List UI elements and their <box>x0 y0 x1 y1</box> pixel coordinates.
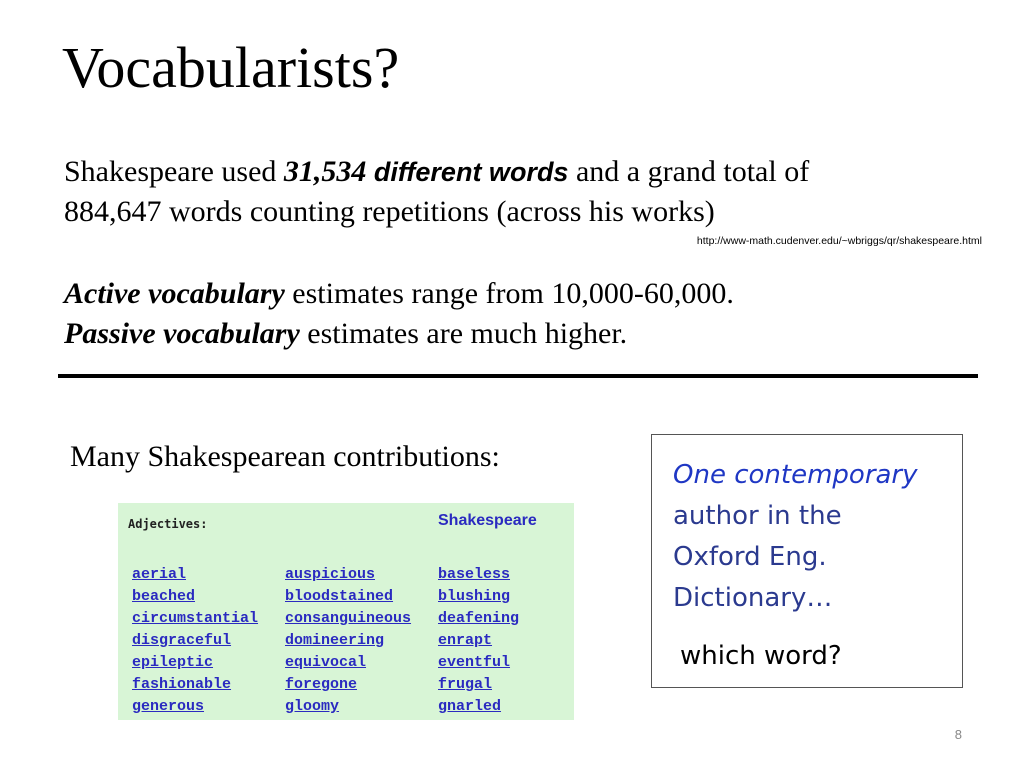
callout-text <box>673 455 918 619</box>
adjectives-table <box>118 503 574 720</box>
word-link[interactable]: domineering <box>285 632 385 649</box>
stats-pre: Shakespeare used <box>64 155 284 188</box>
word-link[interactable]: fashionable <box>132 676 232 693</box>
callout-line-3: Oxford Eng. <box>673 542 827 572</box>
active-line <box>64 274 734 314</box>
callout-line-2: author in the <box>673 501 842 531</box>
passive-text: estimates are much higher. <box>299 317 628 350</box>
word-link[interactable]: blushing <box>438 588 511 605</box>
word-link[interactable]: consanguineous <box>285 610 412 627</box>
active-text: estimates range from 10,000-60,000. <box>284 277 734 310</box>
source-url: http://www-math.cudenver.edu/~wbriggs/qr/shakespeare.html <box>696 235 982 247</box>
word-link[interactable]: gnarled <box>438 698 502 715</box>
adjectives-header: Adjectives: <box>128 517 208 531</box>
callout-question: which word? <box>680 641 842 671</box>
passive-line <box>64 314 734 354</box>
word-link[interactable]: frugal <box>438 676 493 693</box>
vocabulary-estimates-paragraph <box>64 274 734 354</box>
word-link[interactable]: gloomy <box>285 698 340 715</box>
active-label: Active vocabulary <box>64 277 285 310</box>
word-link[interactable]: eventful <box>438 654 511 671</box>
callout-box <box>651 434 963 688</box>
callout-line-4: Dictionary… <box>673 583 833 613</box>
word-link[interactable]: foregone <box>285 676 358 693</box>
word-link[interactable]: deafening <box>438 610 520 627</box>
stats-post: and a grand total of <box>568 155 810 188</box>
passive-label: Passive vocabulary <box>64 317 300 350</box>
shakespeare-stats-paragraph <box>64 152 809 232</box>
callout-line-1: One contemporary <box>673 460 918 490</box>
page-number: 8 <box>954 727 962 742</box>
word-link[interactable]: beached <box>132 588 196 605</box>
divider-rule <box>58 374 978 378</box>
stats-number: 31,534 <box>283 155 367 188</box>
word-link[interactable]: disgraceful <box>132 632 232 649</box>
slide-title: Vocabularists? <box>62 35 400 100</box>
shakespeare-header: Shakespeare <box>438 512 537 529</box>
word-link[interactable]: auspicious <box>285 566 376 583</box>
stats-line-2: 884,647 words counting repetitions (across his works) <box>64 195 715 228</box>
word-link[interactable]: bloodstained <box>285 588 394 605</box>
word-link[interactable]: circumstantial <box>132 610 259 627</box>
word-link[interactable]: aerial <box>132 566 187 583</box>
word-link[interactable]: epileptic <box>132 654 214 671</box>
stats-emph: different words <box>366 157 569 187</box>
word-link[interactable]: baseless <box>438 566 511 583</box>
contributions-heading: Many Shakespearean contributions: <box>70 440 500 473</box>
word-link[interactable]: equivocal <box>285 654 367 671</box>
adjectives-word-grid <box>132 565 572 716</box>
word-link[interactable]: enrapt <box>438 632 493 649</box>
word-link[interactable]: generous <box>132 698 205 715</box>
stats-line-1 <box>64 152 809 192</box>
